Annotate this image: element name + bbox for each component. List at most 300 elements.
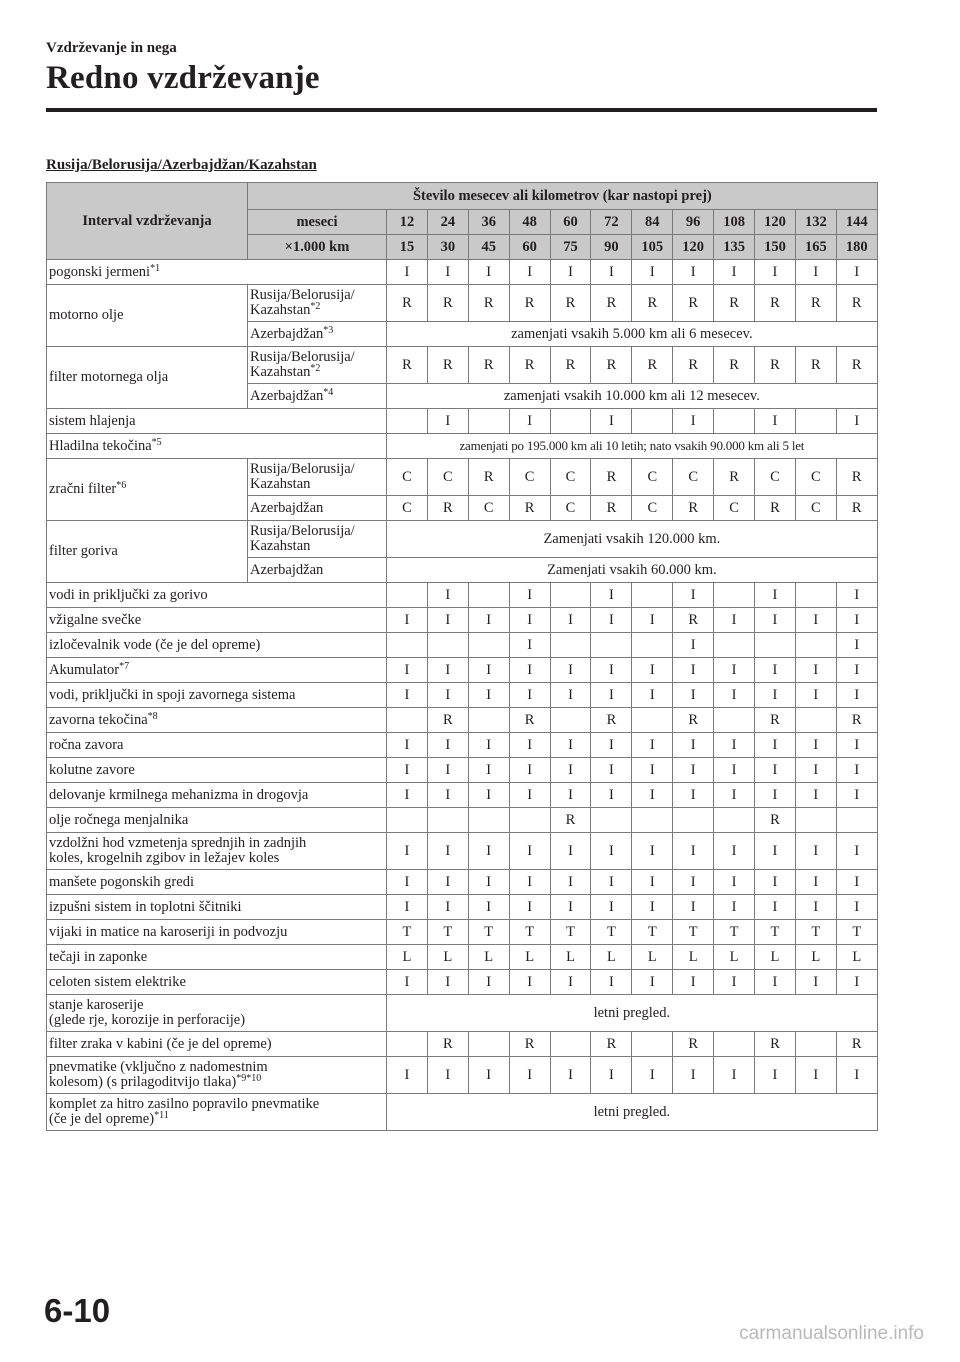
row-label-text: Rusija/Belorusija/ Kazahstan bbox=[250, 287, 355, 318]
schedule-cell bbox=[550, 583, 591, 608]
page-title: Redno vzdrževanje bbox=[46, 60, 320, 96]
schedule-cell: I bbox=[673, 260, 714, 285]
row-label-text: delovanje krmilnega mehanizma in drogovja bbox=[49, 786, 309, 803]
schedule-body bbox=[47, 260, 878, 1131]
table-row bbox=[47, 347, 878, 384]
table-row bbox=[47, 521, 878, 558]
schedule-cell bbox=[550, 708, 591, 733]
schedule-cell: I bbox=[591, 409, 632, 434]
schedule-cell: L bbox=[836, 945, 877, 970]
table-row bbox=[47, 658, 878, 683]
row-label-text: Azerbajdžan bbox=[250, 499, 324, 516]
footnote-ref: *11 bbox=[154, 1110, 169, 1121]
title-rule bbox=[46, 108, 877, 112]
schedule-cell: I bbox=[427, 870, 468, 895]
schedule-cell: I bbox=[387, 608, 428, 633]
footnote-ref: *5 bbox=[151, 436, 162, 448]
schedule-cell: I bbox=[836, 583, 877, 608]
schedule-cell: I bbox=[673, 870, 714, 895]
schedule-cell: L bbox=[387, 945, 428, 970]
item-label bbox=[47, 608, 387, 633]
schedule-cell: R bbox=[795, 347, 836, 384]
row-label-text: Rusija/Belorusija/ Kazahstan bbox=[250, 523, 355, 554]
schedule-cell: I bbox=[427, 608, 468, 633]
row-label-text: motorno olje bbox=[49, 307, 124, 323]
interval-note: Zamenjati vsakih 120.000 km. bbox=[387, 521, 878, 558]
interval-note: letni pregled. bbox=[387, 995, 878, 1032]
item-label bbox=[47, 583, 387, 608]
row-label-text: zavorna tekočina bbox=[49, 711, 148, 728]
schedule-cell bbox=[795, 808, 836, 833]
schedule-cell: I bbox=[550, 870, 591, 895]
schedule-cell: I bbox=[755, 783, 796, 808]
schedule-cell bbox=[591, 808, 632, 833]
footnote-ref: *2 bbox=[310, 301, 321, 312]
schedule-cell: I bbox=[550, 833, 591, 870]
schedule-cell: T bbox=[755, 920, 796, 945]
schedule-cell: I bbox=[836, 683, 877, 708]
schedule-cell: I bbox=[550, 683, 591, 708]
schedule-cell: I bbox=[795, 683, 836, 708]
schedule-cell: I bbox=[387, 970, 428, 995]
interval-note: letni pregled. bbox=[387, 1094, 878, 1131]
row-label-text: izločevalnik vode (če je del opreme) bbox=[49, 636, 261, 653]
schedule-cell: R bbox=[468, 459, 509, 496]
schedule-cell bbox=[550, 633, 591, 658]
month-cell: 12 bbox=[387, 210, 428, 235]
schedule-cell: I bbox=[550, 895, 591, 920]
schedule-cell: I bbox=[509, 633, 550, 658]
schedule-cell bbox=[591, 633, 632, 658]
schedule-cell: I bbox=[836, 260, 877, 285]
schedule-cell bbox=[632, 633, 673, 658]
schedule-cell: I bbox=[509, 870, 550, 895]
schedule-cell: I bbox=[468, 783, 509, 808]
item-label bbox=[47, 833, 387, 870]
item-label bbox=[47, 945, 387, 970]
row-label-text: Azerbajdžan bbox=[250, 561, 324, 578]
schedule-cell: R bbox=[387, 285, 428, 322]
schedule-cell: I bbox=[468, 833, 509, 870]
schedule-cell: I bbox=[387, 895, 428, 920]
row-label-text: komplet za hitro zasilno popravilo pnevmatike (če je del opreme) bbox=[49, 1096, 320, 1127]
schedule-cell bbox=[387, 633, 428, 658]
schedule-cell bbox=[550, 1032, 591, 1057]
km-cell: 30 bbox=[427, 235, 468, 260]
row-label-text: pnevmatike (vključno z nadomestnim kolesom) (s prilagoditvijo tlaka) bbox=[49, 1059, 268, 1090]
schedule-cell: R bbox=[836, 496, 877, 521]
schedule-cell: I bbox=[509, 260, 550, 285]
schedule-cell: R bbox=[673, 285, 714, 322]
region-label bbox=[248, 459, 387, 496]
schedule-cell: I bbox=[387, 733, 428, 758]
schedule-cell: R bbox=[714, 285, 755, 322]
item-label bbox=[47, 808, 387, 833]
schedule-cell: I bbox=[387, 833, 428, 870]
schedule-cell: R bbox=[468, 285, 509, 322]
schedule-cell bbox=[387, 1032, 428, 1057]
month-cell: 108 bbox=[714, 210, 755, 235]
schedule-cell: R bbox=[795, 285, 836, 322]
schedule-cell: I bbox=[755, 583, 796, 608]
schedule-cell: I bbox=[755, 260, 796, 285]
schedule-cell: C bbox=[795, 496, 836, 521]
schedule-cell: I bbox=[673, 970, 714, 995]
schedule-cell: I bbox=[550, 758, 591, 783]
region-label bbox=[248, 521, 387, 558]
schedule-cell: I bbox=[550, 1057, 591, 1094]
schedule-cell: I bbox=[509, 758, 550, 783]
schedule-cell: T bbox=[591, 920, 632, 945]
item-label bbox=[47, 658, 387, 683]
schedule-cell: R bbox=[673, 608, 714, 633]
schedule-cell: I bbox=[755, 733, 796, 758]
month-cell: 96 bbox=[673, 210, 714, 235]
schedule-cell: R bbox=[836, 347, 877, 384]
row-label-text: Azerbajdžan bbox=[250, 325, 324, 342]
schedule-cell: R bbox=[427, 285, 468, 322]
item-label bbox=[47, 285, 248, 347]
schedule-cell: I bbox=[673, 895, 714, 920]
schedule-cell bbox=[755, 633, 796, 658]
schedule-cell: I bbox=[509, 583, 550, 608]
schedule-cell: I bbox=[550, 658, 591, 683]
item-label bbox=[47, 995, 387, 1032]
schedule-cell: I bbox=[387, 870, 428, 895]
item-label bbox=[47, 1057, 387, 1094]
month-cell: 48 bbox=[509, 210, 550, 235]
schedule-cell: I bbox=[795, 783, 836, 808]
schedule-cell: I bbox=[755, 1057, 796, 1094]
region-label bbox=[248, 347, 387, 384]
schedule-cell: I bbox=[632, 970, 673, 995]
schedule-cell bbox=[673, 808, 714, 833]
schedule-cell: I bbox=[755, 758, 796, 783]
schedule-cell: I bbox=[836, 870, 877, 895]
km-cell: 60 bbox=[509, 235, 550, 260]
schedule-cell: I bbox=[632, 733, 673, 758]
schedule-cell: R bbox=[509, 708, 550, 733]
item-label bbox=[47, 260, 387, 285]
schedule-cell bbox=[795, 1032, 836, 1057]
schedule-cell: I bbox=[468, 895, 509, 920]
schedule-cell: R bbox=[836, 285, 877, 322]
schedule-cell: I bbox=[673, 783, 714, 808]
schedule-cell: I bbox=[591, 1057, 632, 1094]
schedule-cell: C bbox=[632, 459, 673, 496]
schedule-cell: R bbox=[591, 496, 632, 521]
region-label bbox=[248, 496, 387, 521]
schedule-cell: I bbox=[427, 260, 468, 285]
schedule-cell: R bbox=[755, 708, 796, 733]
table-row bbox=[47, 945, 878, 970]
schedule-cell: C bbox=[468, 496, 509, 521]
schedule-cell: T bbox=[468, 920, 509, 945]
month-cell: 60 bbox=[550, 210, 591, 235]
schedule-cell: I bbox=[468, 870, 509, 895]
schedule-cell: I bbox=[632, 833, 673, 870]
km-cell: 165 bbox=[795, 235, 836, 260]
table-row bbox=[47, 583, 878, 608]
schedule-cell: I bbox=[714, 895, 755, 920]
schedule-cell: I bbox=[591, 733, 632, 758]
schedule-cell: R bbox=[509, 496, 550, 521]
schedule-cell: C bbox=[632, 496, 673, 521]
schedule-cell: I bbox=[509, 1057, 550, 1094]
schedule-cell bbox=[714, 583, 755, 608]
schedule-cell: R bbox=[755, 496, 796, 521]
table-row bbox=[47, 733, 878, 758]
table-row bbox=[47, 409, 878, 434]
schedule-cell: I bbox=[836, 833, 877, 870]
schedule-cell: I bbox=[673, 833, 714, 870]
table-row bbox=[47, 1094, 878, 1131]
footnote-ref: *1 bbox=[150, 262, 161, 274]
schedule-cell: I bbox=[591, 260, 632, 285]
schedule-cell: R bbox=[673, 708, 714, 733]
page-number: 6-10 bbox=[44, 1292, 111, 1329]
schedule-cell: I bbox=[591, 658, 632, 683]
region-label bbox=[248, 384, 387, 409]
schedule-cell: I bbox=[795, 895, 836, 920]
schedule-cell: I bbox=[591, 895, 632, 920]
row-label-text: Hladilna tekočina bbox=[49, 437, 152, 454]
row-label-text: vodi, priključki in spoji zavornega sistema bbox=[49, 686, 296, 703]
table-row bbox=[47, 683, 878, 708]
schedule-cell bbox=[387, 583, 428, 608]
interval-note: Zamenjati vsakih 60.000 km. bbox=[387, 558, 878, 583]
schedule-cell: I bbox=[468, 658, 509, 683]
schedule-cell: R bbox=[591, 347, 632, 384]
item-label bbox=[47, 733, 387, 758]
table-row bbox=[47, 783, 878, 808]
month-cell: 144 bbox=[836, 210, 877, 235]
schedule-cell bbox=[427, 633, 468, 658]
schedule-cell: I bbox=[755, 683, 796, 708]
row-label-text: vodi in priključki za gorivo bbox=[49, 586, 208, 603]
schedule-cell: I bbox=[714, 733, 755, 758]
region-heading: Rusija/Belorusija/Azerbajdžan/Kazahstan bbox=[46, 157, 317, 173]
month-cell: 24 bbox=[427, 210, 468, 235]
schedule-cell: I bbox=[509, 895, 550, 920]
schedule-cell: I bbox=[468, 970, 509, 995]
schedule-cell: I bbox=[468, 683, 509, 708]
schedule-cell: I bbox=[836, 733, 877, 758]
table-row bbox=[47, 285, 878, 322]
schedule-cell: I bbox=[550, 783, 591, 808]
schedule-cell: I bbox=[836, 1057, 877, 1094]
schedule-cell: I bbox=[673, 583, 714, 608]
table-row bbox=[47, 895, 878, 920]
table-row bbox=[47, 260, 878, 285]
schedule-cell: T bbox=[836, 920, 877, 945]
schedule-cell bbox=[632, 583, 673, 608]
footnote-ref: *6 bbox=[116, 480, 127, 491]
row-label-text: Rusija/Belorusija/ Kazahstan bbox=[250, 461, 355, 492]
row-label-text: filter motornega olja bbox=[49, 369, 169, 385]
schedule-cell bbox=[632, 708, 673, 733]
schedule-cell: I bbox=[714, 870, 755, 895]
schedule-cell: R bbox=[591, 285, 632, 322]
row-label-text: vžigalne svečke bbox=[49, 611, 142, 628]
schedule-cell: I bbox=[427, 683, 468, 708]
schedule-cell: I bbox=[795, 733, 836, 758]
schedule-cell: C bbox=[387, 496, 428, 521]
schedule-cell: I bbox=[795, 970, 836, 995]
schedule-cell bbox=[795, 708, 836, 733]
schedule-cell: I bbox=[673, 758, 714, 783]
schedule-cell: I bbox=[836, 783, 877, 808]
table-row bbox=[47, 608, 878, 633]
schedule-cell: I bbox=[714, 683, 755, 708]
month-cell: 72 bbox=[591, 210, 632, 235]
schedule-cell: R bbox=[755, 285, 796, 322]
schedule-cell: R bbox=[755, 808, 796, 833]
schedule-cell: I bbox=[755, 608, 796, 633]
schedule-cell: I bbox=[714, 608, 755, 633]
schedule-cell: I bbox=[427, 583, 468, 608]
schedule-cell: I bbox=[632, 783, 673, 808]
schedule-cell: I bbox=[550, 733, 591, 758]
schedule-cell: I bbox=[387, 658, 428, 683]
schedule-cell: I bbox=[427, 658, 468, 683]
schedule-cell: I bbox=[387, 783, 428, 808]
table-row bbox=[47, 758, 878, 783]
schedule-cell: R bbox=[550, 808, 591, 833]
schedule-cell bbox=[387, 808, 428, 833]
interval-note: zamenjati po 195.000 km ali 10 letih; nato vsakih 90.000 km ali 5 let bbox=[387, 434, 878, 459]
km-cell: 45 bbox=[468, 235, 509, 260]
region-label bbox=[248, 322, 387, 347]
schedule-cell: T bbox=[550, 920, 591, 945]
schedule-cell: I bbox=[836, 658, 877, 683]
schedule-cell: I bbox=[673, 409, 714, 434]
item-label bbox=[47, 758, 387, 783]
schedule-cell bbox=[468, 708, 509, 733]
schedule-cell: I bbox=[468, 608, 509, 633]
schedule-cell: I bbox=[714, 658, 755, 683]
km-cell: 135 bbox=[714, 235, 755, 260]
schedule-cell: I bbox=[387, 683, 428, 708]
schedule-cell: R bbox=[632, 285, 673, 322]
interval-note: zamenjati vsakih 5.000 km ali 6 mesecev. bbox=[387, 322, 878, 347]
row-label-text: olje ročnega menjalnika bbox=[49, 811, 189, 828]
schedule-cell: T bbox=[387, 920, 428, 945]
schedule-cell: I bbox=[755, 658, 796, 683]
schedule-cell: I bbox=[591, 833, 632, 870]
table-row bbox=[47, 970, 878, 995]
schedule-cell: I bbox=[714, 833, 755, 870]
schedule-cell: R bbox=[836, 459, 877, 496]
schedule-cell: R bbox=[468, 347, 509, 384]
section-label: Vzdrževanje in nega bbox=[46, 40, 177, 56]
schedule-cell: R bbox=[550, 285, 591, 322]
maintenance-schedule-table bbox=[46, 182, 878, 1131]
schedule-cell: L bbox=[509, 945, 550, 970]
interval-note: zamenjati vsakih 10.000 km ali 12 mesecev. bbox=[387, 384, 878, 409]
schedule-cell: L bbox=[550, 945, 591, 970]
schedule-cell: T bbox=[632, 920, 673, 945]
schedule-cell: I bbox=[836, 409, 877, 434]
row-label-text: tečaji in zaponke bbox=[49, 948, 148, 965]
schedule-cell bbox=[795, 583, 836, 608]
km-cell: 90 bbox=[591, 235, 632, 260]
schedule-cell: R bbox=[714, 347, 755, 384]
schedule-cell: R bbox=[509, 285, 550, 322]
month-cell: 120 bbox=[755, 210, 796, 235]
item-label bbox=[47, 895, 387, 920]
schedule-cell: I bbox=[755, 895, 796, 920]
schedule-cell: I bbox=[632, 1057, 673, 1094]
row-label-text: manšete pogonskih gredi bbox=[49, 873, 194, 890]
schedule-cell: I bbox=[509, 409, 550, 434]
schedule-cell: T bbox=[714, 920, 755, 945]
schedule-cell: I bbox=[387, 1057, 428, 1094]
schedule-cell: T bbox=[795, 920, 836, 945]
schedule-cell bbox=[714, 633, 755, 658]
schedule-cell: R bbox=[755, 1032, 796, 1057]
table-row bbox=[47, 870, 878, 895]
schedule-cell: L bbox=[673, 945, 714, 970]
schedule-cell: R bbox=[673, 1032, 714, 1057]
watermark: carmanualsonline.info bbox=[739, 1323, 924, 1344]
item-label bbox=[47, 633, 387, 658]
schedule-cell: I bbox=[795, 870, 836, 895]
schedule-cell bbox=[427, 808, 468, 833]
schedule-cell: I bbox=[468, 1057, 509, 1094]
schedule-cell: I bbox=[632, 608, 673, 633]
schedule-cell: I bbox=[795, 260, 836, 285]
schedule-cell: T bbox=[427, 920, 468, 945]
schedule-cell bbox=[468, 808, 509, 833]
schedule-cell: R bbox=[755, 347, 796, 384]
row-label-text: stanje karoserije (glede rje, korozije in perforacije) bbox=[49, 997, 246, 1028]
schedule-cell: C bbox=[755, 459, 796, 496]
schedule-cell: I bbox=[836, 970, 877, 995]
schedule-cell bbox=[714, 808, 755, 833]
schedule-cell: I bbox=[509, 683, 550, 708]
schedule-cell bbox=[509, 808, 550, 833]
schedule-cell: I bbox=[509, 833, 550, 870]
schedule-cell: I bbox=[632, 758, 673, 783]
item-label bbox=[47, 920, 387, 945]
schedule-cell: I bbox=[714, 260, 755, 285]
region-label bbox=[248, 558, 387, 583]
schedule-cell bbox=[632, 808, 673, 833]
schedule-cell: T bbox=[673, 920, 714, 945]
schedule-cell: R bbox=[509, 1032, 550, 1057]
schedule-cell: I bbox=[673, 658, 714, 683]
schedule-cell bbox=[795, 409, 836, 434]
schedule-cell: L bbox=[795, 945, 836, 970]
schedule-cell: I bbox=[673, 683, 714, 708]
schedule-cell: R bbox=[673, 496, 714, 521]
schedule-cell: I bbox=[509, 733, 550, 758]
item-label bbox=[47, 1094, 387, 1131]
month-cell: 36 bbox=[468, 210, 509, 235]
schedule-cell bbox=[795, 633, 836, 658]
schedule-cell: I bbox=[468, 733, 509, 758]
item-label bbox=[47, 409, 387, 434]
row-label-text: zračni filter bbox=[49, 481, 117, 497]
schedule-cell: C bbox=[714, 496, 755, 521]
schedule-cell: I bbox=[591, 608, 632, 633]
schedule-cell: R bbox=[714, 459, 755, 496]
footnote-ref: *3 bbox=[323, 324, 334, 336]
schedule-cell: I bbox=[591, 870, 632, 895]
schedule-cell: I bbox=[632, 260, 673, 285]
schedule-cell: L bbox=[591, 945, 632, 970]
